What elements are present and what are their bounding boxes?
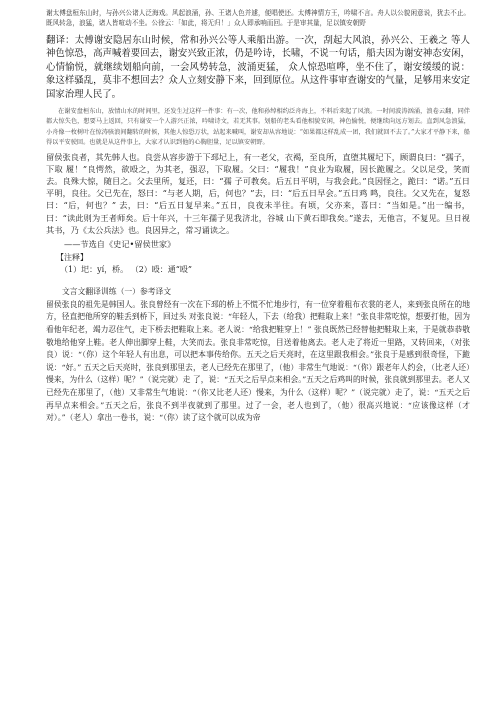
story-intro: 谢太傅盘桓东山时，与孙兴公诸人泛海戏。风起浪涌，孙、王诸人色并遽，便唱使还。太傅神情方王，吟啸不言。舟人以公貌闲意说，犹去不止。既风转急，浪猛，诸人皆喧动不坐。公徐云：「如此，将无归！」众人即承响而回。于是审其量，足以镇安朝野 <box>46 9 470 27</box>
source-line: ——节选自《史记•留侯世家》 <box>64 239 176 250</box>
original-text: 留侯张良者，其先韩人也。良尝从容步游于下邳圮上，有一老父，衣褐，至良所，直堕其履圮下，顾谓良曰：“孺子，下取 履！”良愕然，欲殴之，为其老，强忍，下取履。父曰：“履我！”良业为取履，因长跪履之。父以足受，笑而去。良殊大惊，随目之。父去里所，复还，曰：“孺 子可教矣。后五日平明，与我会此。”良因怪之，跪曰：“诺。”五日平明，良往。父已先在，怒曰：“与老人期，后，何也？”去，曰：“后五日早会。”五日鸡 鸣，良往。父又先在，复怒曰：“后，何也？” 去，曰：“后五日复早来。”五日，良夜未半往。有顷，父亦来，喜曰：“当如是。”出一编书，曰：“读此则为王者师矣。后十年兴，十三年孺子见我济北，谷城 山下黄石即我矣。”遂去，无他言，不复见。旦日视其书，乃《太公兵法》也。良因异之，常习诵读之。 <box>46 151 470 235</box>
notes-content: （1）圯：yí，桥。 （2）殴：通“殴” <box>60 265 192 275</box>
notes-heading: 【注释】 <box>56 253 88 263</box>
translation-paragraph: 翻译：太傅谢安隐居东山时候，常和孙兴公等人乘船出游。一次，刮起大风浪，孙兴公、王羲之 等人神色惊恐，高声喊着要回去，谢安兴致正浓，仍是吟诗，长啸，不说一句话，船夫因为谢安神态安闲，心情愉悦，就继续划船向前，一会风势转急，波涌更猛， 众人惊恐喧哗，坐不住了，谢安缓缓的说：象这样骚乱，莫非不想回去？众人立刻安静下来，回到原位。从这件事审查谢安的气量，足够用来安定国家治理人民了。 <box>46 35 470 100</box>
practice-translation: 文言文翻译训练（一）参考译文 留侯张良的祖先是韩国人。张良曾经有一次在下邳的桥上不慌不忙地步行，有一位穿着粗布衣裳的老人，来到张良所在的地方，径直把他所穿的鞋丢到桥下，回过头 对张良说：“年轻人，下去（给我）把鞋取上来！”张良非常吃惊，想要打他，因为看他年纪老，竭力忍住气，走下桥去把鞋取上来。老人说：“给我把鞋穿上！” 张良既然已经替他把鞋取上来，于是就恭恭敬敬地给他穿上鞋。老人伸出脚穿上鞋，大笑而去。张良非常吃惊，目送着他离去。老人走了将近一里路，又转回来，（对张良）说：“（你）这个年轻人有出息，可以把本事传给你。五天之后天亮时，在这里跟我相会。”张良于是感到很奇怪，下跪说：“好。” 五天之后天亮时，张良到那里去，老人已经先在那里了，（他）非常生气地说：“（你）跟老年人约会，（比老人还）慢来，为什么（这样）呢？”（说完就）走 了，说：“五天之后早点来相会。”五天之后鸡叫的时候，张良就到那里去。老人又已经先在那里了，（他）又非常生气地说：“（你又比老人还）慢来，为什么（这样）呢？”（说完就）走了，说：“五天之后再早点来相会。”五天之后，张良不到半夜就到了那里。过了一会，老人也到了，（他）很高兴地说：“应该像这样（才对）。”（老人）拿出一卷书，说：“（你）读了这个就可以成为帝 <box>46 287 470 423</box>
explanation-paragraph: 在谢安盘桓东山，放情山水的时间里，还发生过这样一件事：有一次，他和孙绰相约泛舟海上，不料后来起了风浪。一时间波涛汹涌，浪卷云翻，同伴都大惊失色，想要马上返回，只有谢安一个人游兴正浓，吟啸诗文，若无其事。划船的老头看他相貌安闲，神色愉悦，便继续向远方划去。直到风急浪猛，小舟像一枚树叶在惊涛骇浪间翻转的时候，其他人惊恐万状，站起来喊叫，谢安却从容地说：“如果都这样乱成一团，我们就回不去了。”大家才平静下来，船得以平安驶回。也就是从这件事上，大家才认识到他的心胸胆量，足以镇安朝野。 <box>46 108 470 147</box>
